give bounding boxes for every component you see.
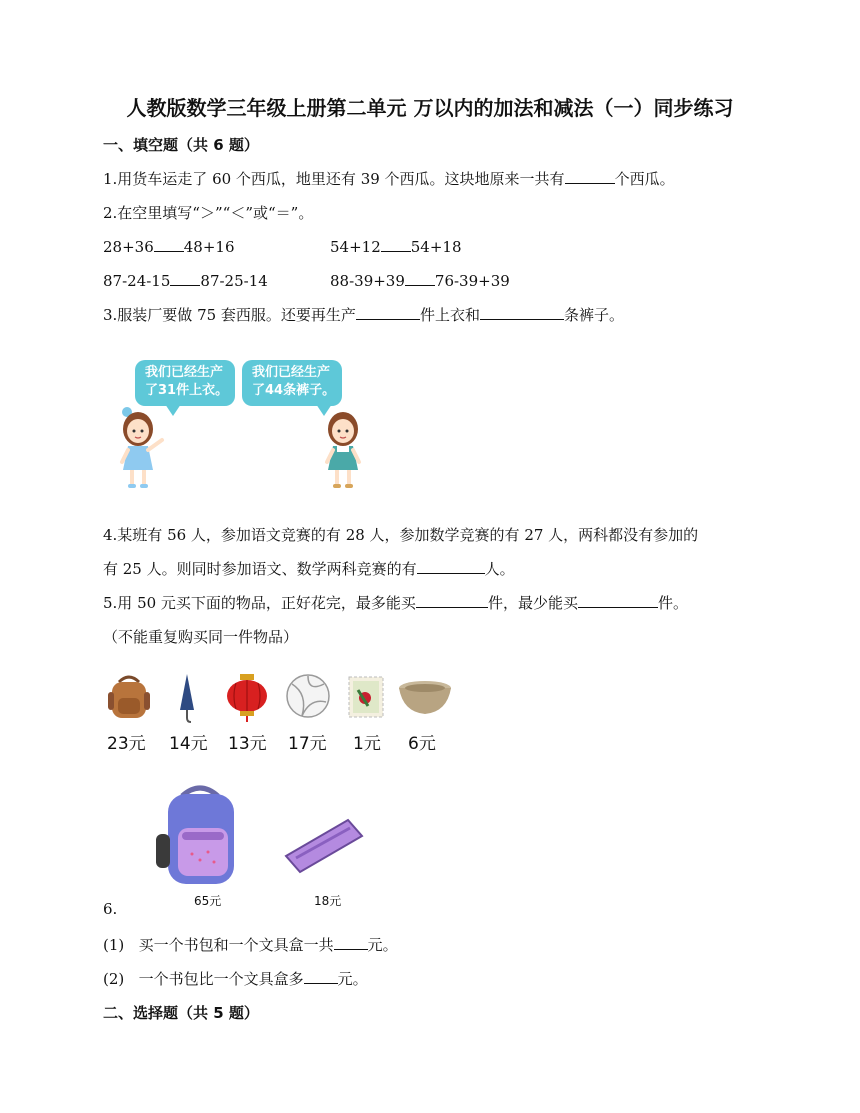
section-heading-fill: 一、填空题（共 6 题） bbox=[103, 136, 259, 154]
answer-blank[interactable] bbox=[334, 934, 368, 950]
price-label: 23元 bbox=[107, 734, 146, 754]
answer-blank[interactable] bbox=[480, 304, 564, 320]
comparison-c bbox=[103, 270, 268, 290]
question-3 bbox=[103, 304, 624, 325]
question-6-part-2 bbox=[103, 968, 368, 989]
comparison-a bbox=[103, 236, 235, 256]
question-3-text: 3.服装厂要做 75 套西服。还要再生产 bbox=[103, 306, 356, 324]
question-4-line-2 bbox=[103, 558, 515, 579]
part-number: (1) bbox=[103, 936, 125, 954]
bowl-icon bbox=[397, 680, 453, 716]
stamp-icon bbox=[348, 676, 384, 718]
question-5-text: 5.用 50 元买下面的物品，正好花完，最多能买 bbox=[103, 594, 416, 612]
price-label: 13元 bbox=[228, 734, 267, 754]
answer-blank[interactable] bbox=[416, 592, 488, 608]
girl-left-icon bbox=[114, 404, 174, 492]
question-2-intro: 2.在空里填写“＞”“＜”或“＝”。 bbox=[103, 204, 314, 222]
answer-blank[interactable] bbox=[565, 168, 615, 184]
answer-blank[interactable] bbox=[578, 592, 658, 608]
expression-left: 28+36 bbox=[103, 238, 154, 256]
bag-price: 65元 bbox=[194, 894, 222, 908]
part-number: (2) bbox=[103, 970, 125, 988]
price-label: 14元 bbox=[169, 734, 208, 754]
question-1-suffix: 个西瓜。 bbox=[614, 170, 675, 188]
expression-right: 76-39+39 bbox=[434, 272, 510, 290]
question-6-label: 6. bbox=[103, 900, 118, 918]
question-5-mid: 件，最少能买 bbox=[487, 594, 578, 612]
question-4-line-1: 4.某班有 56 人，参加语文竞赛的有 28 人，参加数学竞赛的有 27 人，两科都没有参加的 bbox=[103, 526, 699, 544]
expression-right: 87-25-14 bbox=[200, 272, 268, 290]
compare-blank[interactable] bbox=[170, 270, 200, 286]
expression-right: 54+18 bbox=[410, 238, 462, 256]
question-5-suffix: 件。 bbox=[657, 594, 688, 612]
girl-right-icon bbox=[315, 404, 375, 492]
speech-bubble-pants: 我们已经生产了44条裤子。 bbox=[242, 360, 342, 406]
compare-blank[interactable] bbox=[154, 236, 184, 252]
part-suffix: 元。 bbox=[337, 970, 368, 988]
compare-blank[interactable] bbox=[381, 236, 411, 252]
part-text: 一个书包比一个文具盒多 bbox=[138, 970, 304, 988]
umbrella-icon bbox=[172, 672, 202, 724]
question-4-text: 有 25 人。则同时参加语文、数学两科竞赛的有 bbox=[103, 560, 417, 578]
answer-blank[interactable] bbox=[304, 968, 338, 984]
question-5-note: （不能重复购买同一件物品） bbox=[103, 628, 299, 646]
pencil-case-price: 18元 bbox=[314, 894, 342, 908]
expression-right: 48+16 bbox=[183, 238, 235, 256]
price-label: 17元 bbox=[288, 734, 327, 754]
question-4-suffix: 人。 bbox=[484, 560, 515, 578]
question-3-mid: 件上衣和 bbox=[419, 306, 480, 324]
volleyball-icon bbox=[284, 672, 332, 720]
compare-blank[interactable] bbox=[405, 270, 435, 286]
part-suffix: 元。 bbox=[367, 936, 398, 954]
question-5 bbox=[103, 592, 688, 613]
price-label: 1元 bbox=[353, 734, 381, 754]
comparison-d bbox=[330, 270, 510, 290]
question-1-text: 1.用货车运走了 60 个西瓜，地里还有 39 个西瓜。这块地原来一共有 bbox=[103, 170, 565, 188]
question-6-part-1 bbox=[103, 934, 398, 955]
expression-left: 87-24-15 bbox=[103, 272, 171, 290]
answer-blank[interactable] bbox=[417, 558, 485, 574]
expression-left: 88-39+39 bbox=[330, 272, 405, 290]
speech-bubble-shirts: 我们已经生产了31件上衣。 bbox=[135, 360, 235, 406]
price-label: 6元 bbox=[408, 734, 436, 754]
answer-blank[interactable] bbox=[356, 304, 420, 320]
pencil-case-icon bbox=[282, 814, 366, 876]
backpack-icon bbox=[104, 672, 154, 722]
question-3-suffix: 条裤子。 bbox=[563, 306, 624, 324]
expression-left: 54+12 bbox=[330, 238, 381, 256]
page-title: 人教版数学三年级上册第二单元 万以内的加法和减法（一）同步练习 bbox=[126, 96, 734, 120]
question-1 bbox=[103, 168, 675, 189]
lantern-icon bbox=[222, 672, 272, 722]
comparison-b bbox=[330, 236, 462, 256]
section-heading-choice: 二、选择题（共 5 题） bbox=[103, 1004, 259, 1022]
part-text: 买一个书包和一个文具盒一共 bbox=[138, 936, 334, 954]
school-bag-icon bbox=[152, 784, 248, 888]
